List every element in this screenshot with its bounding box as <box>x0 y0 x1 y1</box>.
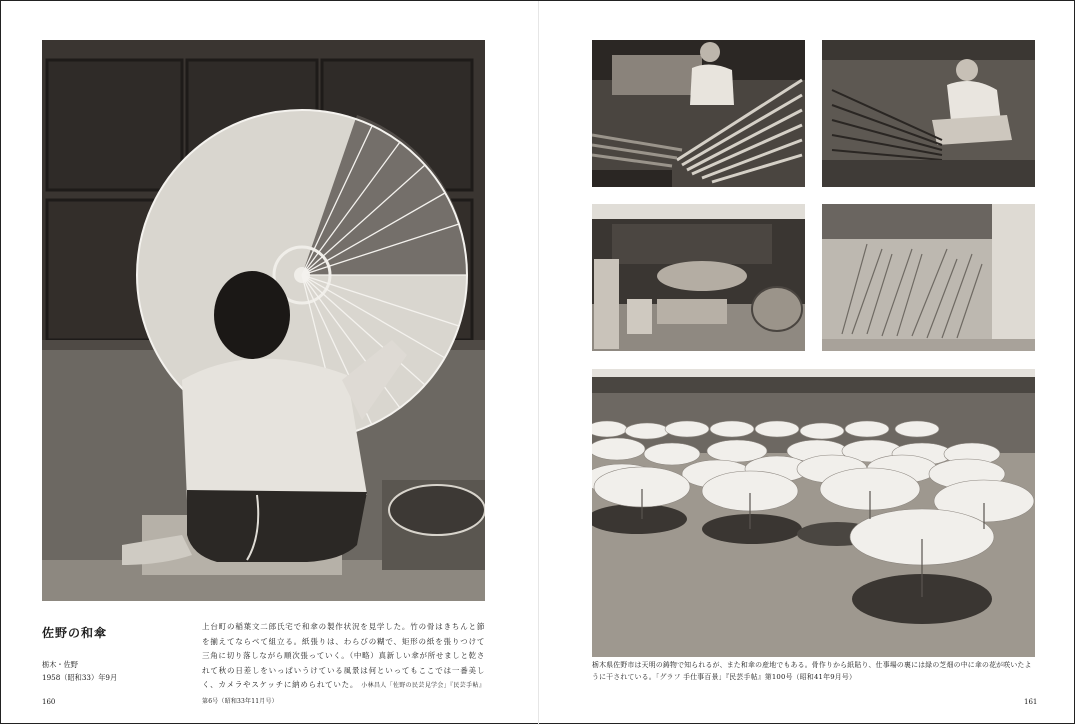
article-body-text: 上台町の稲葉文二郎氏宅で和傘の製作状況を見学した。竹の骨はきちんと節を揃えてならべて組立る。紙張りは、わらびの糊で、矩形の紙を張りつけて三角に切り落しながら順次張っていく。（中略）真新しい傘が所せましと乾されて秋の日差しをいっぱいうけている風景は何といってもここでは一番美しく、カメラやスケッチに納められていた。 <box>202 622 485 690</box>
page-gutter <box>538 1 539 725</box>
photo-craftsman-threading <box>822 40 1035 187</box>
photo-craftsman-ribs <box>592 40 805 187</box>
page-number-left: 160 <box>42 698 56 706</box>
article-source: 小林昌人「佐野の民芸見学会」『民芸手帖』第6号（昭和33年11月号） <box>202 682 486 705</box>
field-photo-caption: 栃木県佐野市は天明の鋳物で知られるが、また和傘の産地でもある。骨作りから紙貼り、仕事場の裏には緑の芝畑の中に傘の花が咲いたように干されている。「グラフ 手仕事百景」『民芸手帖』第100号（昭和41年9月号） <box>592 661 1032 681</box>
photo-date: 1958（昭和33）年9月 <box>42 673 118 682</box>
article-title: 佐野の和傘 <box>42 626 108 640</box>
photo-umbrellas-field <box>592 369 1035 657</box>
page-number-right: 161 <box>1024 698 1038 706</box>
photo-frames-drying <box>822 204 1035 351</box>
article-body <box>202 620 485 710</box>
photo-workshop-bundles <box>592 204 805 351</box>
main-photo-umbrella-maker <box>42 40 485 601</box>
photo-location: 栃木・佐野 <box>42 660 78 669</box>
